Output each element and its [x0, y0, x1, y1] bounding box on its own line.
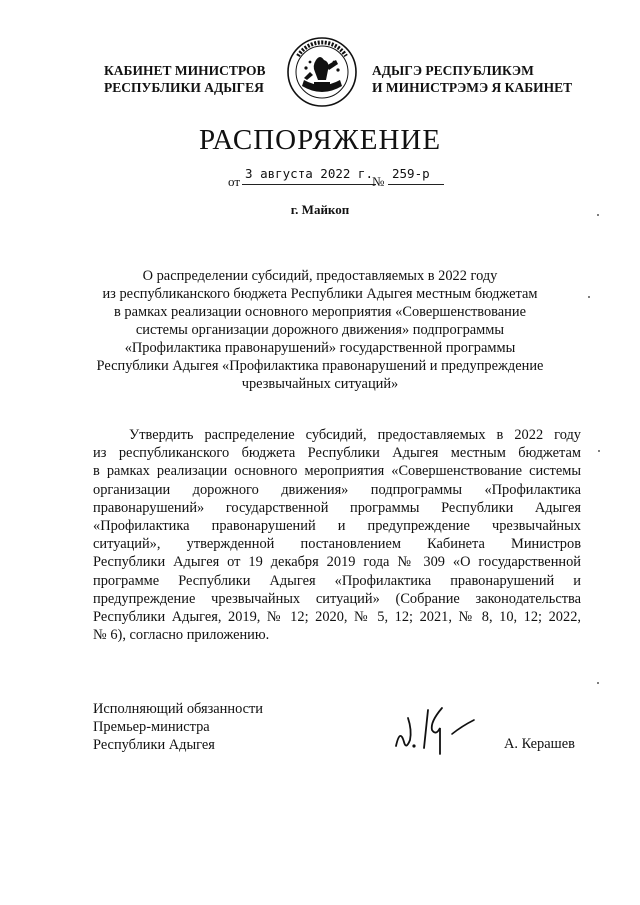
body-line: Республики Адыгея, 2019, № 12; 2020, № 5, 12; 2021, № 8, 10, 12; 2022, [93, 609, 581, 626]
header-left-line: КАБИНЕТ МИНИСТРОВ [104, 63, 266, 78]
document-number: 259-р [388, 166, 444, 185]
number-sign-label: № [372, 174, 385, 189]
body-line: в рамках реализации основного мероприятия «Совершенствование системы [93, 463, 581, 480]
body-line: из республиканского бюджета Республики Адыгея местным бюджетам [93, 445, 581, 462]
body-line: правонарушений» государственной программы Республики Адыгея [93, 499, 581, 516]
title-line: в рамках реализации основного мероприятия «Совершенствование [114, 304, 526, 320]
signatory-name: А. Керашев [504, 736, 575, 752]
header-right-org-name [372, 62, 572, 96]
header-left-org-name [104, 62, 266, 96]
body-line: «Профилактика правонарушений и предупреждение чрезвычайных [93, 518, 581, 535]
scan-speck [597, 682, 599, 684]
body-line: ситуаций», утвержденной постановлением Кабинета Министров [93, 536, 581, 553]
title-line: Республики Адыгея «Профилактика правонарушений и предупреждение [96, 358, 544, 374]
title-line: О распределении субсидий, предоставляемых в 2022 году [142, 268, 498, 284]
body-line: Утвердить распределение субсидий, предоставляемых в 2022 году [129, 427, 581, 443]
document-body [93, 426, 581, 644]
position-line: Исполняющий обязанности [93, 701, 264, 717]
date-number-line [228, 166, 448, 196]
body-line: организации дорожного движения» подпрограммы «Профилактика [93, 481, 581, 498]
date-prefix-label: от [228, 174, 241, 189]
body-line: предупреждение чрезвычайных ситуаций» (Собрание законодательства [93, 590, 581, 607]
scan-speck [598, 450, 600, 452]
header-left-line: РЕСПУБЛИКИ АДЫГЕЯ [104, 80, 264, 95]
title-line: системы организации дорожного движения» подпрограммы [135, 322, 505, 338]
body-line: программе Республики Адыгея «Профилактика правонарушений и [93, 572, 581, 589]
coat-of-arms-icon [286, 36, 358, 108]
document-title [92, 267, 548, 393]
header-right-line: И МИНИСТРЭМЭ Я КАБИНЕТ [372, 80, 573, 95]
handwritten-signature-icon [388, 694, 488, 764]
header-right-line: АДЫГЭ РЕСПУБЛИКЭМ [372, 63, 534, 78]
position-line: Премьер-министра [93, 719, 210, 736]
scan-speck [588, 296, 590, 298]
scan-speck [597, 214, 599, 216]
title-line: из республиканского бюджета Республики Адыгея местным бюджетам [102, 286, 538, 302]
position-line: Республики Адыгея [93, 737, 215, 754]
body-line: Республики Адыгея от 19 декабря 2019 года № 309 «О государственной [93, 554, 581, 571]
title-line: «Профилактика правонарушений» государственной программы [124, 340, 516, 356]
document-date: 3 августа 2022 г. [242, 166, 376, 185]
city-label: г. Майкоп [290, 202, 350, 217]
signatory-position [93, 700, 263, 755]
document-type-heading: РАСПОРЯЖЕНИЕ [198, 124, 442, 156]
body-line: № 6), согласно приложению. [93, 627, 270, 644]
title-line: чрезвычайных ситуаций» [241, 376, 399, 392]
